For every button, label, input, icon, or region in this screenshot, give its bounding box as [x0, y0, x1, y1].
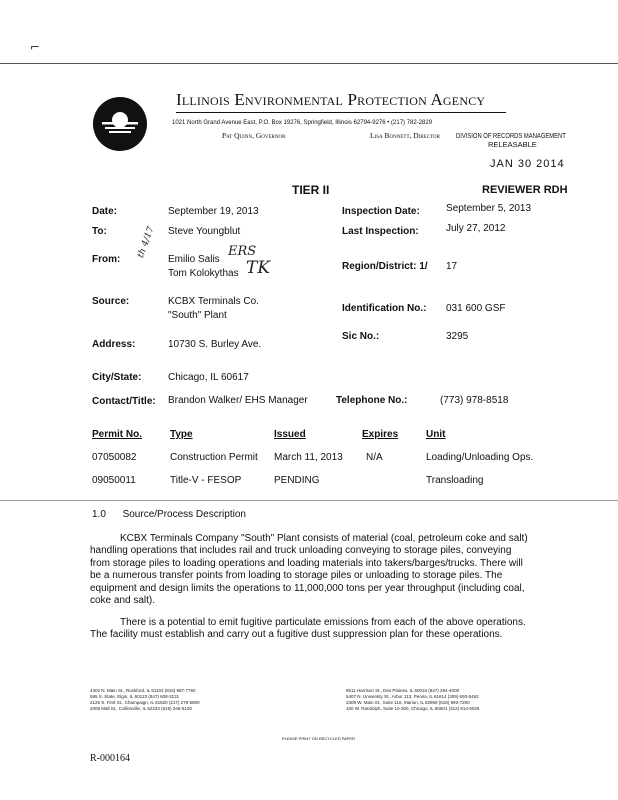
source-value-2: "South" Plant: [168, 310, 227, 321]
last-inspection-value: July 27, 2012: [446, 223, 506, 234]
inspection-date-label: Inspection Date:: [342, 206, 420, 217]
footer-office: 2309 W. Main St., Suite 116, Marion, IL 62959 (618) 993-7200: [346, 700, 470, 705]
footer-office: 4302 N. Main St., Rockford, IL 61103 (815) 987-7760: [90, 688, 196, 693]
address-value: 10730 S. Burley Ave.: [168, 339, 262, 350]
section-rule: [0, 500, 618, 501]
sic-value: 3295: [446, 331, 469, 342]
letterhead-rule: [176, 112, 506, 113]
handwritten-margin-note: th 4/17: [136, 225, 157, 260]
last-inspection-label: Last Inspection:: [342, 226, 419, 237]
footer-office: 100 W. Randolph, Suite 10-300, Chicago, IL 60601 (312) 814-6026: [346, 706, 480, 711]
footer-office: 595 S. State, Elgin, IL 60123 (847) 608-3131: [90, 694, 180, 699]
contact-value: Brandon Walker/ EHS Manager: [168, 395, 308, 406]
permit-row-1-number: 07050082: [92, 452, 137, 463]
source-label: Source:: [92, 296, 130, 307]
permit-header-unit: Unit: [426, 429, 446, 440]
reviewer: REVIEWER RDH: [482, 184, 568, 196]
permit-row-2-number: 09050011: [92, 475, 136, 486]
sic-label: Sic No.:: [342, 331, 380, 342]
from-label: From:: [92, 254, 121, 265]
description-text-1: KCBX Terminals Company "South" Plant consists of material (coal, petroleum coke and salt) handling operations that includes rail and truck unloading conveying to storage piles, conveying from storage piles to loading operations and loading materials into takers/barges/trucks. There will be a numerous transfer points from loading to storage piles or unloading to storage piles. The equipment and design limits the operations to 11,000,000 tons per year throughput (including coal, coke and salt).: [90, 533, 528, 607]
permit-row-1-type: Construction Permit: [170, 452, 258, 463]
date-label: Date:: [92, 206, 118, 217]
description-text-2: There is a potential to emit fugitive particulate emissions from each of the above operations. The facility must establish and carry out a fugitive dust suppression plan for these operations.: [90, 617, 526, 641]
description-paragraph-1: [90, 533, 530, 607]
description-paragraph-2: [90, 617, 530, 642]
telephone-label: Telephone No.:: [336, 395, 408, 406]
from-value-2: Tom Kolokythas: [168, 268, 239, 279]
governor: Pat Quinn, Governor: [222, 131, 286, 140]
recycled-paper-note: PLEASE PRINT ON RECYCLED PAPER: [282, 736, 355, 741]
top-rule: [0, 63, 618, 64]
agency-address: 1021 North Grand Avenue East, P.O. Box 19276, Springfield, Illinois 62794-9276 • (217) 782-2829: [172, 120, 433, 126]
date-value: September 19, 2013: [168, 206, 259, 217]
permit-row-2-type: Title-V - FESOP: [170, 475, 242, 486]
section-heading: 1.0 Source/Process Description: [92, 509, 246, 520]
identification-label: Identification No.:: [342, 303, 427, 314]
permit-header-permit-no: Permit No.: [92, 429, 143, 440]
from-value-1: Emilio Salis: [168, 254, 220, 265]
to-value: Steve Youngblut: [168, 226, 241, 237]
releasable-stamp: RELEASABLE: [488, 140, 537, 149]
address-label: Address:: [92, 339, 136, 350]
footer-right: [346, 688, 479, 712]
contact-label: Contact/Title:: [92, 396, 156, 407]
handwritten-initials-1: ERS: [228, 244, 257, 259]
permit-row-1-issued: March 11, 2013: [274, 452, 343, 463]
inspection-date-value: September 5, 2013: [446, 203, 532, 214]
to-label: To:: [92, 226, 107, 237]
source-value-1: KCBX Terminals Co.: [168, 296, 259, 307]
stamp-date: JAN 30 2014: [490, 158, 565, 170]
permit-header-expires: Expires: [362, 429, 399, 440]
director: Lisa Bonnett, Director: [370, 131, 440, 140]
tier-label: TIER II: [292, 183, 330, 197]
city-label: City/State:: [92, 372, 142, 383]
records-stamp: DIVISION OF RECORDS MANAGEMENT: [456, 131, 566, 140]
footer-left: [90, 688, 200, 712]
city-value: Chicago, IL 60617: [168, 372, 249, 383]
permit-row-2-unit: Transloading: [426, 475, 484, 486]
agency-name: Illinois Environmental Protection Agency: [176, 90, 486, 109]
footer-office: 2125 S. First St., Champaign, IL 61820 (217) 278-5800: [90, 700, 200, 705]
permit-header-type: Type: [170, 429, 193, 440]
permit-row-1-expires: N/A: [366, 452, 383, 463]
footer-office: 2009 Mall St., Collinsville, IL 62234 (618) 346-5120: [90, 706, 192, 711]
permit-row-2-issued: PENDING: [274, 475, 320, 486]
region-value: 17: [446, 261, 458, 272]
telephone-value: (773) 978-8518: [440, 395, 509, 406]
scan-mark: ⌐: [30, 40, 41, 54]
document-id: R-000164: [90, 753, 130, 764]
region-label: Region/District: 1/: [342, 261, 428, 272]
identification-value: 031 600 GSF: [446, 303, 506, 314]
iepa-logo: [92, 96, 148, 152]
footer-office: 5407 N. University St., Arbor 113, Peoria, IL 61614 (309) 693-5462: [346, 694, 479, 699]
permit-row-1-unit: Loading/Unloading Ops.: [426, 452, 534, 463]
handwritten-initials-2: TK: [246, 258, 271, 278]
permit-header-issued: Issued: [274, 429, 306, 440]
footer-office: 9511 Harrison St., Des Plaines, IL 60016 (847) 294-4000: [346, 688, 460, 693]
